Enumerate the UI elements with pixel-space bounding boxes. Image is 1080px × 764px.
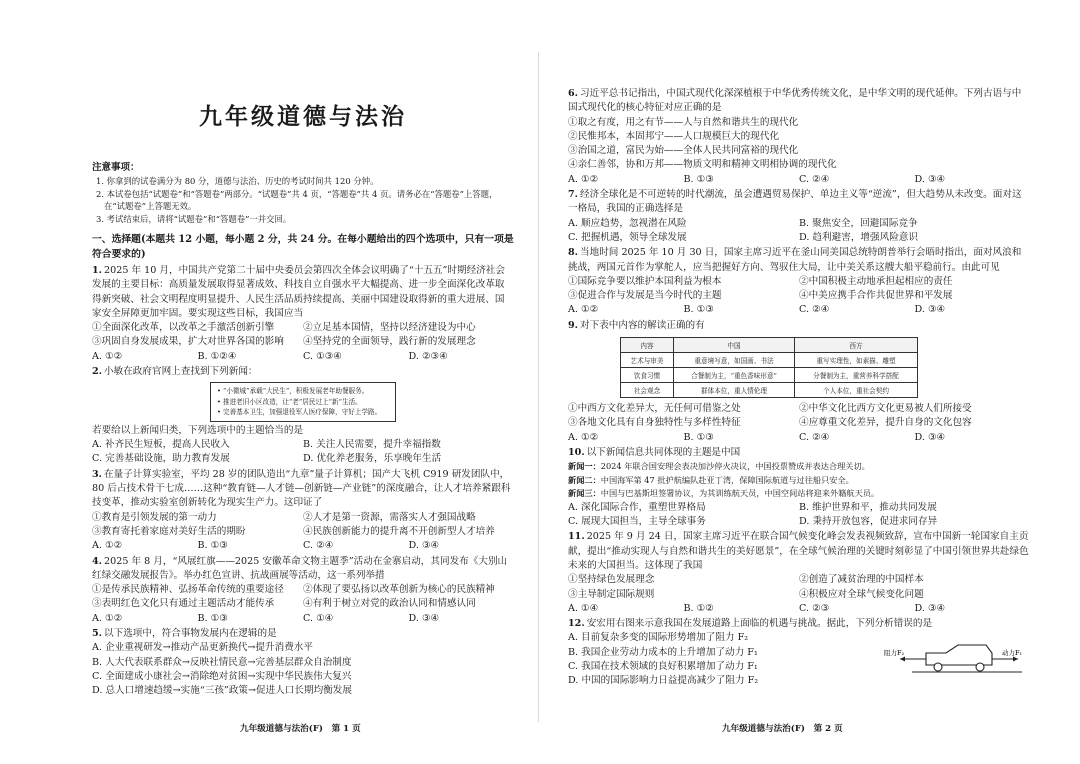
- table-header-cell: 中国: [674, 338, 795, 353]
- news-item: [568, 474, 1030, 488]
- question-2: [92, 365, 514, 467]
- question-4: [92, 555, 514, 626]
- question-number: 5.: [92, 628, 103, 640]
- statement-option: ④坚持党的全面领导，践行新的发展理念: [303, 336, 476, 348]
- news-line: • “小微城”承载“大民生”，积极发展老年助餐服务。: [217, 387, 369, 396]
- question-6: [568, 87, 1030, 187]
- answer-choice: A. 补齐民生短板，提高人民收入: [92, 439, 230, 451]
- note-item: 2. 本试卷包括“试题卷”和“答题卷”两部分。“试题卷”共 4 页，“答题卷”共 4 页。请务必在“答题卷”上答题，在“试题卷”上答题无效。: [96, 188, 498, 211]
- answer-choice: A. ①②: [92, 612, 123, 624]
- statement-option: ①全面深化改革，以改革之手激活创新引擎: [92, 322, 275, 334]
- force-diagram: [882, 631, 1032, 681]
- notes-block: [92, 159, 514, 225]
- answer-choice: B. ①③: [683, 173, 714, 185]
- statement-option: ③主导制定国际规则: [568, 588, 655, 600]
- question-stem: 习近平总书记指出，中国式现代化深深植根于中华优秀传统文化，是中华文明的现代延伸。下列古语与中国式现代化的核心特征对应正确的是: [568, 88, 1022, 114]
- statement-option: ④亲仁善邻，协和万邦——物质文明和精神文明相协调的现代化: [568, 159, 837, 171]
- note-item: 1. 你拿到的试卷满分为 80 分，道德与法治、历史的考试时间共 120 分钟。: [96, 176, 379, 186]
- answer-choice: B. 我国企业劳动力成本的上升增加了动力 F₁: [568, 646, 758, 658]
- question-stem: 小敏在政府官网上查找到下列新闻：: [104, 366, 258, 378]
- news-label: 新闻三：: [568, 488, 601, 499]
- question-number: 1.: [92, 265, 103, 276]
- page-right: [540, 0, 1080, 764]
- answer-choice: B. 人大代表联系群众→反映社情民意→完善基层群众自治制度: [92, 656, 352, 668]
- answer-choice: C. 全面建成小康社会→消除绝对贫困→实现中华民族伟大复兴: [92, 670, 352, 682]
- answer-choice: A. 目前复杂多变的国际形势增加了阻力 F₂: [568, 632, 749, 644]
- table-cell: 重意境写意，如国画、书法: [674, 353, 795, 368]
- answer-choice: C. ②④: [303, 540, 334, 552]
- statement-option: ①中西方文化差异大，无任何可借鉴之处: [568, 403, 741, 415]
- question-10: [568, 446, 1030, 529]
- answer-choice: C. ②④: [799, 431, 830, 443]
- arrow-head-icon: [1013, 657, 1018, 662]
- statement-option: ④积极应对全球气候变化问题: [799, 588, 924, 600]
- notes-heading: 注意事项：: [92, 162, 140, 173]
- question-number: 9.: [568, 319, 579, 331]
- answer-choice: B. 维护世界和平，推动共同发展: [799, 501, 937, 513]
- table-cell: 饮食习惯: [621, 368, 674, 383]
- answer-choice: A. ①④: [568, 602, 599, 614]
- question-stem: 若要给以上新闻归类，下列选项中的主题恰当的是: [92, 424, 304, 436]
- answer-choice: B. ①②④: [197, 350, 237, 362]
- table-cell: 群体本位，重人情伦理: [674, 383, 795, 398]
- statement-option: ①是传承民族精神、弘扬革命传统的重要途径: [92, 584, 284, 596]
- statement-option: ②中华文化比西方文化更易被人们所接受: [799, 403, 972, 415]
- question-stem: 安宏用右图来示意我国在发展道路上面临的机遇与挑战。据此，下列分析错误的是: [586, 618, 933, 630]
- question-8: [568, 246, 1030, 317]
- news-line: • 完善基本卫生，加强退役军人医疗保障，守好上学路。: [217, 408, 382, 417]
- news-item: [568, 460, 1030, 474]
- resistance-label: 阻力F₂: [884, 649, 905, 658]
- statement-option: ③治国之道，富民为始——全体人民共同富裕的现代化: [568, 145, 799, 157]
- question-stem: 在量子计算实验室，平均 28 岁的团队造出“九章”量子计算机；国产大飞机 C919 研发团队中，80 后占技术骨干七成……这种“教育链—人才链—创新链—产业链”的深度融合，让人才培养紧跟科技变革，推动实验室创新转化为现实生产力。这印证了: [92, 468, 511, 509]
- question-number: 7.: [568, 189, 579, 201]
- answer-choice: C. 我国在技术领域的良好积累增加了动力 F₁: [568, 661, 758, 672]
- question-stem: 当地时间 2025 年 10 月 30 日，国家主席习近平在釜山同美国总统特朗普举行会晤时指出，面对风浪和挑战，两国元首作为掌舵人，应当把握好方向、驾驭住大局，让中美关系这艘大船平稳前行。由此可见: [568, 247, 1022, 273]
- question-number: 10.: [568, 446, 585, 458]
- table-cell: 个人本位，重社会契约: [795, 383, 918, 398]
- section-heading: 一、选择题(本题共 12 小题，每小题 2 分，共 24 分。在每小题给出的四个选项中，只有一项是符合要求的): [92, 234, 514, 260]
- table-cell: 艺术与审美: [621, 353, 674, 368]
- answer-choice: B. ①③: [683, 304, 714, 316]
- question-stem: 以下选项中，符合事物发展内在逻辑的是: [104, 628, 277, 640]
- news-label: 新闻一：: [568, 461, 601, 472]
- answer-choice: A. ①②: [92, 350, 123, 362]
- answer-choice: B. ①③: [197, 540, 228, 552]
- statement-option: ②中国积极主动地承担起相应的责任: [799, 275, 953, 287]
- statement-option: ①教育是引领发展的第一动力: [92, 511, 217, 523]
- note-item: 3. 考试结束后，请将“试题卷”和“答题卷”一并交回。: [96, 213, 292, 224]
- table-cell: 重写实理性，如素描、雕塑: [795, 353, 918, 368]
- answer-choice: C. ①④: [303, 612, 334, 624]
- answer-choice: A. 顺应趋势，忽视潜在风险: [568, 217, 687, 229]
- page-footer: 九年级道德与法治(F) 第 2 页: [722, 724, 843, 734]
- table-row: [621, 383, 918, 398]
- question-1: [92, 264, 514, 364]
- table-header-row: [621, 338, 918, 353]
- statement-option: ②民惟邦本，本固邦宁——人口规模巨大的现代化: [568, 130, 780, 142]
- car-icon: [926, 645, 992, 671]
- table-cell: 分餐制为主，重营养科学搭配: [795, 368, 918, 383]
- statement-option: ④有利于树立对党的政治认同和情感认同: [303, 598, 476, 610]
- question-number: 11.: [568, 531, 585, 543]
- answer-choice: C. ②④: [799, 173, 830, 185]
- arrow-head-icon: [900, 657, 905, 662]
- answer-choice: A. 企业重视研发→推动产品更新换代→提升消费水平: [92, 642, 313, 654]
- answer-choice: C. 完善基础设施，助力教育发展: [92, 453, 230, 465]
- answer-choice: A. ①②: [92, 540, 123, 552]
- table-cell: 合餐制为主，“重色香味形意”: [674, 368, 795, 383]
- news-text: 中国与巴基斯坦签署协议，为其训练航天员，中国空间站将迎来外籍航天员。: [600, 488, 880, 499]
- answer-choice: D. 优化养老服务，乐享晚年生活: [303, 453, 442, 465]
- answer-choice: B. 关注人民需要，提升幸福指数: [303, 439, 441, 451]
- question-number: 12.: [568, 618, 585, 630]
- question-number: 3.: [92, 468, 103, 480]
- statement-option: ③表明红色文化只有通过主题活动才能传承: [92, 598, 275, 610]
- question-number: 2.: [92, 366, 103, 378]
- table-header-cell: 内容: [621, 338, 674, 353]
- table-cell: 社会观念: [621, 383, 674, 398]
- question-number: 4.: [92, 555, 103, 567]
- question-stem: 以下新闻信息共同体现的主题是中国: [586, 446, 741, 458]
- news-text: 2024 年联合国安理会表决加沙停火决议，中国投票赞成并表达合理关切。: [600, 461, 870, 472]
- news-line: • 推进老旧小区改造，让“老”居民过上“新”生活。: [217, 397, 362, 406]
- statement-option: ③教育寄托着家庭对美好生活的期盼: [92, 525, 246, 537]
- table-header-cell: 西方: [795, 338, 918, 353]
- question-stem: 2025 年 9 月 24 日，国家主席习近平在联合国气候变化峰会发表视频致辞，宣布中国新一轮国家自主贡献，提出“推动实现人与自然和谐共生的美好愿景”，在全球气候治理的关键时刻彰显了中国引领世界共赴绿色未来的大国担当。这体现了我国: [568, 531, 1029, 571]
- page-footer: 九年级道德与法治(F) 第 1 页: [240, 724, 361, 734]
- answer-choice: B. 聚焦安全，回避国际竞争: [799, 217, 918, 229]
- table-row: [621, 353, 918, 368]
- answer-choice: D. ③④: [914, 304, 946, 316]
- statement-option: ①国际竞争要以维护本国利益为根本: [568, 275, 722, 287]
- table-row: [621, 368, 918, 383]
- answer-choice: D. 趋利避害，增强风险意识: [799, 231, 918, 243]
- question-3: [92, 468, 514, 554]
- answer-choice: D. 总人口增速趋缓→实施“三孩”政策→促进人口长期均衡发展: [92, 685, 352, 697]
- statement-option: ④民族创新能力的提升离不开创新型人才培养: [303, 525, 495, 537]
- answer-choice: B. ①③: [683, 431, 714, 443]
- news-label: 新闻二：: [568, 474, 601, 485]
- statement-option: ③促进合作与发展是当今时代的主题: [568, 290, 722, 302]
- answer-choice: B. ①②: [683, 602, 714, 614]
- answer-choice: C. 展现大国担当，主导全球事务: [568, 516, 706, 528]
- answer-choice: C. ②③: [799, 602, 830, 614]
- question-9: [568, 319, 1030, 445]
- statement-option: ②人才是第一资源，需落实人才强国战略: [303, 511, 476, 523]
- answer-choice: D. ③④: [914, 431, 946, 443]
- statement-option: ②体现了要弘扬以改革创新为核心的民族精神: [303, 584, 495, 596]
- answer-choice: D. ②③④: [408, 350, 448, 362]
- answer-choice: A. ①②: [568, 431, 599, 443]
- culture-table: [620, 337, 918, 398]
- question-stem: 2025 年 10 月，中国共产党第二十届中央委员会第四次全体会议明确了“十五五”时期经济社会发展的主要目标：高质量发展取得显著成效、科技自立自强水平大幅提高、进一步全面深化改革取得新突破、社会文明程度明显提升、人民生活品质持续提高、美丽中国建设取得新的重大进展、国家安全屏障更加牢固。要实现这些目标，我国应当: [92, 265, 505, 319]
- drive-label: 动力F₁: [1002, 649, 1023, 658]
- answer-choice: A. ①②: [568, 173, 599, 185]
- statement-option: ②创造了减贫治理的中国样本: [799, 574, 924, 586]
- answer-choice: D. ③④: [914, 602, 946, 614]
- statement-option: ③巩固自身发展成果，扩大对世界各国的影响: [92, 336, 284, 348]
- question-stem: 经济全球化是不可逆转的时代潮流，虽会遭遇贸易保护、单边主义等“逆流”，但大趋势从未改变。面对这一格局，我国的正确选择是: [568, 189, 1022, 215]
- answer-choice: C. ①③④: [303, 350, 342, 362]
- answer-choice: A. ①②: [568, 304, 599, 316]
- statement-option: ①取之有度，用之有节——人与自然和谐共生的现代化: [568, 116, 799, 128]
- answer-choice: D. 中国的国际影响力日益提高减少了阻力 F₂: [568, 675, 759, 687]
- statement-option: ④中美应携手合作共促世界和平发展: [799, 290, 953, 302]
- question-11: [568, 530, 1030, 616]
- statement-option: ④应尊重文化差异，提升自身的文化包容: [799, 417, 972, 429]
- question-12: [568, 617, 1030, 688]
- question-number: 6.: [568, 88, 579, 99]
- exam-title: 九年级道德与法治: [199, 103, 407, 130]
- question-5: [92, 627, 514, 698]
- answer-choice: C. 把握机遇，领导全球发展: [568, 231, 687, 243]
- answer-choice: D. 秉持开放包容，促进求同存异: [799, 516, 938, 528]
- question-stem: 对下表中内容的解读正确的有: [580, 319, 705, 331]
- news-item: [568, 487, 1030, 501]
- answer-choice: D. ③④: [408, 540, 440, 552]
- answer-choice: D. ③④: [408, 612, 440, 624]
- question-stem: 2025 年 8 月，“风展红旗——2025 安徽革命文物主题季”活动在金寨启动，其同发布《大别山红绿交融发展报告》。举办红色宣讲、抗战画展等活动，这一系列举措: [92, 555, 508, 581]
- question-7: [568, 188, 1030, 245]
- answer-choice: B. ①③: [197, 612, 228, 624]
- answer-choice: D. ③④: [914, 173, 946, 185]
- news-box: [210, 382, 396, 422]
- statement-option: ①坚持绿色发展理念: [568, 574, 655, 586]
- statement-option: ③各地文化具有自身独特性与多样性特征: [568, 417, 741, 429]
- answer-choice: C. ②④: [799, 304, 830, 316]
- answer-choice: A. 深化国际合作，重塑世界格局: [568, 501, 706, 513]
- question-number: 8.: [568, 247, 579, 259]
- news-text: 中国海军第 47 批护航编队赴亚丁湾，保障国际航道与过往船只安全。: [600, 474, 854, 485]
- statement-option: ②立足基本国情，坚持以经济建设为中心: [303, 322, 476, 334]
